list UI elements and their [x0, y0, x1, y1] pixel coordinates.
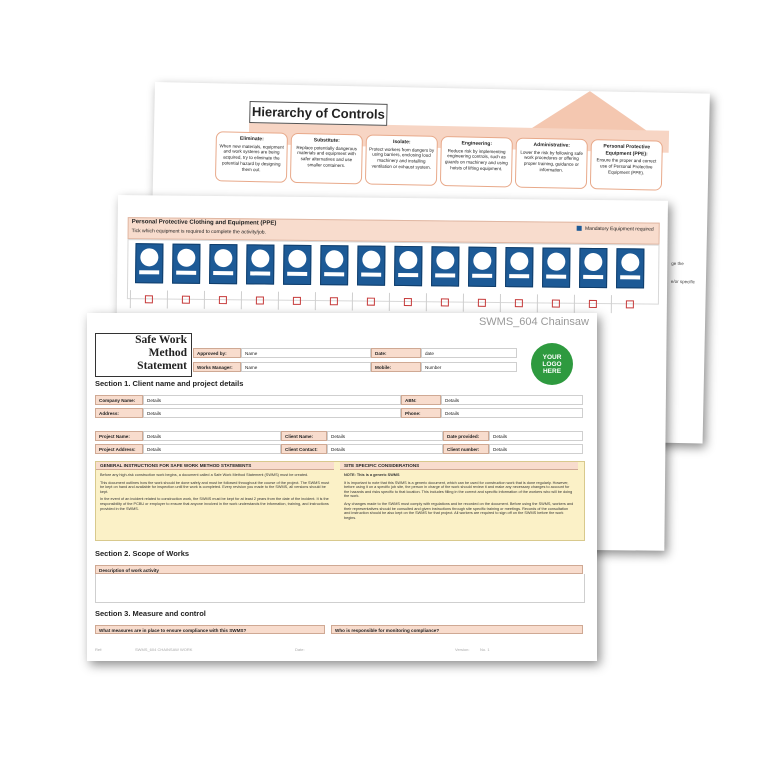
icon-symbol — [288, 250, 306, 268]
ppe-separator — [426, 293, 427, 311]
icon-caption — [324, 272, 344, 276]
section-1-heading: Section 1. Client name and project details — [95, 379, 244, 388]
hierarchy-box-ppe — [590, 139, 663, 190]
ppe-title: Personal Protective Clothing and Equipment (PPE) — [131, 219, 277, 227]
icon-symbol — [399, 251, 417, 269]
instruction-paragraph: Before any high-risk construction work begins, a document called a Safe Work Method Statement (SWMS) must be created. — [100, 473, 309, 477]
abn-field[interactable]: Details — [441, 395, 583, 405]
footer-text: SWMS_604 CHAINSAW WORK — [135, 647, 193, 652]
icon-caption — [287, 272, 307, 276]
icon-caption — [250, 271, 270, 275]
general-instructions — [96, 462, 334, 540]
ppe-separator — [389, 293, 390, 311]
client-name-label: Client Name: — [281, 431, 327, 441]
ppe-separator — [241, 291, 242, 309]
section-2-heading: Section 2. Scope of Works — [95, 549, 190, 558]
ppe-checkbox[interactable] — [589, 300, 597, 308]
project-name-field[interactable]: Details — [143, 431, 281, 441]
icon-symbol — [510, 252, 528, 270]
ppe-checkbox[interactable] — [293, 297, 301, 305]
footer-text: Ref: — [95, 647, 103, 652]
company-name-label: Company Name: — [95, 395, 143, 405]
date-label: Date: — [371, 348, 421, 358]
icon-caption — [398, 273, 418, 277]
address-label: Address: — [95, 408, 143, 418]
instruction-paragraph: This document outlines how the work should be done safely and must be followed throughout the course of the project. The SWMS must be kept on hand and available for inspection until the work is completed. Every revision you made to the SWMS, all versions should be kept. — [100, 480, 330, 494]
icon-caption — [620, 275, 640, 279]
instruction-paragraph: Any changes made to the SWMS must comply with regulations and be recorded on the document. Before using the SWMS, workers and their representatives should be consulted and given instructions through site specific training or meetings. Records of the consultation and instruction should be also kept on the SWMS for that project. All workers are required to sign off on the SWMS before the work begins. — [344, 501, 574, 520]
works-manager-field[interactable]: Name — [241, 362, 371, 372]
abn-label: ABN: — [401, 395, 441, 405]
ppe-separator — [130, 290, 131, 308]
compliance-measures-label: What measures are in place to ensure compliance with this SWMS? — [95, 625, 325, 634]
site-considerations — [340, 462, 578, 540]
footer-text: No. 1 — [480, 647, 490, 652]
title-line: Safe Work — [135, 334, 187, 346]
works-manager-label: Works Manager: — [193, 362, 241, 372]
project-address-field[interactable]: Details — [143, 444, 281, 454]
ppe-separator — [500, 294, 501, 312]
icon-caption — [361, 273, 381, 277]
client-contact-label: Client Contact: — [281, 444, 327, 454]
ppe-separator — [574, 295, 575, 313]
approved-by-field[interactable]: Name — [241, 348, 371, 358]
protective-clothing-icon — [431, 246, 459, 286]
scope-field[interactable] — [95, 574, 585, 603]
phone-field[interactable]: Details — [441, 408, 583, 418]
site-considerations-heading: SITE SPECIFIC CONSIDERATIONS — [340, 462, 578, 470]
welding-mask-icon — [357, 246, 385, 286]
icon-symbol — [436, 251, 454, 269]
ppe-separator — [611, 295, 612, 313]
date-field[interactable]: date — [421, 348, 517, 358]
respirator-icon — [320, 245, 348, 285]
logo-line: HERE — [542, 367, 562, 375]
hierarchy-title: Hierarchy of Controls — [249, 101, 387, 126]
footer-text: Version: — [455, 647, 470, 652]
safety-glasses-icon — [172, 244, 200, 284]
ppe-checkbox[interactable] — [367, 298, 375, 306]
swms-front-page — [87, 313, 597, 661]
box-text: Ensure the proper and correct use of Personal Protective Equipment (PPE). — [596, 157, 657, 175]
compliance-responsible-label: Who is responsible for monitoring compliance? — [331, 625, 583, 634]
ppe-checkbox[interactable] — [182, 296, 190, 304]
client-number-label: Client number: — [443, 444, 489, 454]
icon-caption — [435, 273, 455, 277]
box-text: Protect workers from dangers by using barriers, enclosing loud machinery and installing ventilation or exhaust system. — [369, 145, 435, 170]
approved-by-label: Approved by: — [193, 348, 241, 358]
project-address-label: Project Address: — [95, 444, 143, 454]
icon-symbol — [325, 250, 343, 268]
ppe-subtitle: Tick which equipment is required to complete the activity/job. — [131, 228, 266, 236]
section-3-heading: Section 3. Measure and control — [95, 609, 206, 618]
instruction-paragraph: NOTE: This is a generic SWMS — [344, 473, 400, 477]
hard-hat-icon — [135, 243, 163, 283]
ppe-checkbox[interactable] — [515, 299, 523, 307]
client-number-field[interactable]: Details — [489, 444, 583, 454]
ppe-separator — [315, 292, 316, 310]
ppe-checkbox[interactable] — [256, 296, 264, 304]
date-provided-field[interactable]: Details — [489, 431, 583, 441]
box-heading: Engineering: — [461, 140, 493, 148]
general-instructions-heading: GENERAL INSTRUCTIONS FOR SAFE WORK METHOD STATEMENTS — [96, 462, 334, 470]
client-contact-field[interactable]: Details — [327, 444, 443, 454]
icon-symbol — [214, 249, 232, 267]
icon-caption — [546, 274, 566, 278]
hierarchy-box-isolate — [365, 134, 438, 185]
mobile-field[interactable]: Number — [421, 362, 517, 372]
icon-caption — [472, 274, 492, 278]
ppe-checkbox[interactable] — [441, 298, 449, 306]
mandatory-legend — [577, 226, 654, 233]
icon-symbol — [547, 252, 565, 270]
hand-protection-icon — [505, 247, 533, 287]
ppe-separator — [537, 294, 538, 312]
icon-caption — [583, 275, 603, 279]
ppe-checkbox[interactable] — [478, 299, 486, 307]
hierarchy-box-engineering — [440, 136, 513, 187]
ppe-checkbox[interactable] — [330, 297, 338, 305]
box-heading: Administrative: — [533, 141, 571, 149]
icon-symbol — [140, 248, 158, 266]
face-shield-icon — [246, 244, 274, 284]
box-text: Lower the risk by following safe work procedures or offering proper training, guidance or information. — [520, 149, 583, 173]
box-text: Replace potentially dangerous materials and equipment with safer alternatives and use smaller containers. — [296, 144, 357, 169]
icon-symbol — [251, 249, 269, 267]
mandatory-square-icon — [577, 226, 582, 231]
ppe-separator — [463, 294, 464, 312]
icon-symbol — [362, 251, 380, 269]
mandatory-label: Mandatory Equipment required — [584, 225, 654, 233]
harness-icon — [542, 247, 570, 287]
ear-protection-icon — [209, 244, 237, 284]
gloves-icon — [283, 245, 311, 285]
address-field[interactable]: Details — [143, 408, 401, 418]
icon-caption — [509, 274, 529, 278]
box-heading: Personal Protective Equipment (PPE): — [603, 143, 651, 157]
instruction-paragraph: In the event of an incident related to construction work, the SWMS must be kept for at least 2 years from the date of the incident. It is the responsibility of the PCBU or employer to ensure that anyone involved in the work understands the information, training, and instructions provided in the SWMS. — [100, 497, 329, 511]
mobile-label: Mobile: — [371, 362, 421, 372]
icon-caption — [213, 271, 233, 275]
swms-reference: SWMS_604 Chainsaw — [478, 316, 589, 328]
hierarchy-box-administrative — [515, 138, 588, 189]
ppe-checkbox[interactable] — [145, 295, 153, 303]
logo-line: YOUR — [542, 353, 562, 361]
instructions-panel — [95, 461, 585, 541]
box-heading: Eliminate: — [239, 135, 264, 143]
title-line: Method — [148, 347, 187, 359]
ppe-checkbox[interactable] — [626, 300, 634, 308]
ppe-checkbox[interactable] — [219, 296, 227, 304]
hierarchy-box-eliminate — [215, 131, 288, 182]
hi-vis-vest-icon — [394, 246, 422, 286]
instruction-paragraph: It is important to note that this SWMS is a generic document, which can be used for construction work that is done regularly. However, before using it on a specific job site, the person in charge of the work should review it and make any necessary changes to account for the hazards and risks specific to that location. This includes filling in the correct and specific information of the workers who will be doing the work. — [344, 480, 573, 499]
ppe-separator — [278, 292, 279, 310]
project-name-label: Project Name: — [95, 431, 143, 441]
box-heading: Substitute: — [313, 137, 340, 144]
side-text: ge the — [671, 260, 684, 267]
box-text: When new materials, equipment and work systems are being acquired, try to eliminate the potential hazard by designing them out. — [219, 142, 284, 173]
client-name-field[interactable]: Details — [327, 431, 443, 441]
foot-protection-icon — [579, 248, 607, 288]
date-provided-label: Date provided: — [443, 431, 489, 441]
icon-symbol — [177, 249, 195, 267]
ppe-checkbox[interactable] — [404, 298, 412, 306]
icon-caption — [176, 271, 196, 275]
ppe-separator — [204, 291, 205, 309]
footer-text: Date: — [295, 647, 305, 652]
icon-symbol — [621, 253, 639, 271]
phone-label: Phone: — [401, 408, 441, 418]
ppe-separator — [352, 292, 353, 310]
icon-caption — [139, 270, 159, 274]
ppe-separator — [167, 291, 168, 309]
box-heading: Isolate: — [392, 138, 411, 146]
safety-boots-icon — [468, 247, 496, 287]
company-name-field[interactable]: Details — [143, 395, 401, 405]
title-block — [95, 333, 192, 377]
hand-wash-icon — [616, 248, 644, 288]
title-line: Statement — [137, 360, 187, 372]
logo-line: LOGO — [542, 360, 562, 368]
icon-symbol — [584, 253, 602, 271]
hierarchy-arrow — [529, 90, 650, 133]
scope-label: Description of work activity — [95, 565, 583, 574]
icon-symbol — [473, 252, 491, 270]
box-text: Reduce risk by implementing engineering controls, such as guards on machinery and using hoists of lifting equipment. — [444, 147, 508, 172]
logo-placeholder — [531, 343, 573, 385]
side-text: e/or specific — [670, 278, 696, 285]
hierarchy-box-substitute — [290, 133, 363, 184]
ppe-checkbox[interactable] — [552, 300, 560, 308]
